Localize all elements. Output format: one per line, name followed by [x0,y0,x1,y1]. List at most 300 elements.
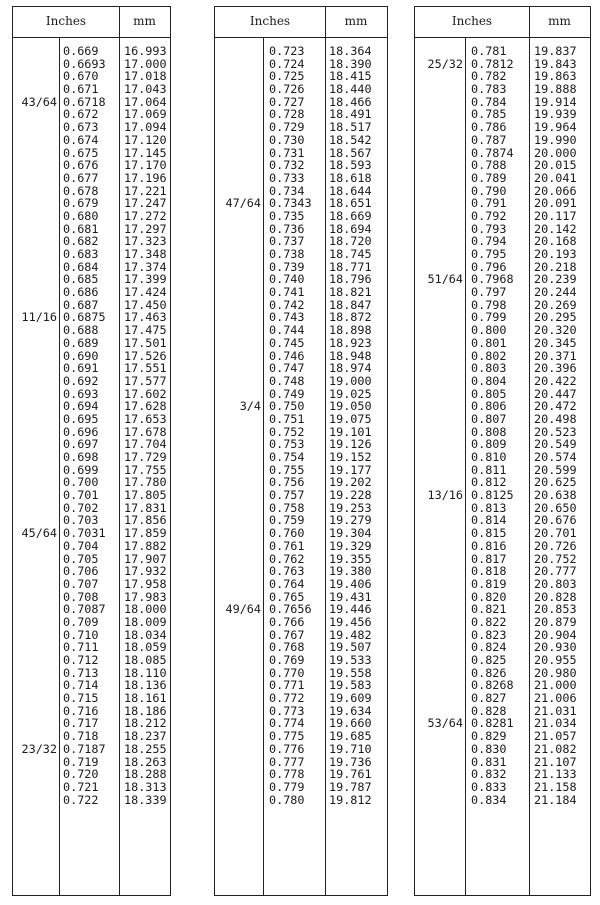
mm-cell: 20.904 [534,627,577,642]
inches-cell: 0.772 [269,691,305,706]
mm-cell: 17.424 [124,285,167,300]
table-row [13,654,170,667]
mm-cell: 19.456 [329,614,372,629]
mm-cell: 19.431 [329,589,372,604]
header-inches: Inches [249,14,291,28]
mm-cell: 18.339 [124,792,167,807]
inches-cell: 0.784 [471,94,507,109]
mm-cell: 20.752 [534,551,577,566]
mm-cell: 20.269 [534,297,577,312]
inches-cell: 0.674 [63,132,99,147]
mm-cell: 18.110 [124,665,167,680]
table-row [215,83,387,96]
inches-cell: 0.6718 [63,94,106,109]
table-row [13,45,170,58]
inches-cell: 0.693 [63,386,99,401]
header-inches: Inches [451,14,493,28]
inches-cell: 0.759 [269,513,305,528]
inches-cell: 0.705 [63,551,99,566]
inches-cell: 0.703 [63,513,99,528]
inches-cell: 0.827 [471,691,507,706]
inches-cell: 0.698 [63,450,99,464]
inches-cell: 0.800 [471,323,507,338]
inches-cell: 0.809 [471,437,507,452]
table-body [215,45,387,806]
mm-cell: 17.653 [124,411,167,426]
inches-cell: 0.832 [471,767,507,782]
table-row [215,451,387,464]
mm-cell: 20.218 [534,259,577,274]
conversion-table-2 [214,6,388,896]
inches-cell: 0.822 [471,614,507,629]
inches-cell: 0.691 [63,361,99,376]
inches-cell: 0.798 [471,297,507,312]
mm-cell: 17.463 [124,310,167,325]
inches-cell: 0.776 [269,741,305,756]
mm-cell: 19.507 [329,640,372,655]
table-row [215,375,387,388]
inches-cell: 0.669 [63,44,99,58]
inches-cell: 0.704 [63,538,99,553]
table-row [13,324,170,337]
mm-cell: 18.263 [124,754,167,769]
mm-cell: 18.720 [329,234,372,249]
mm-cell: 17.678 [124,424,167,439]
table-row [415,45,590,58]
inches-cell: 0.683 [63,247,99,261]
mm-cell: 17.780 [124,475,167,490]
mm-cell: 17.526 [124,348,167,363]
mm-cell: 21.158 [534,779,577,794]
table-row [415,730,590,743]
inches-cell: 0.810 [471,450,507,464]
table-row [215,159,387,172]
mm-cell: 17.475 [124,323,167,338]
mm-cell: 17.272 [124,208,167,223]
table-row [13,248,170,261]
mm-cell: 20.142 [534,221,577,236]
inches-cell: 0.682 [63,234,99,249]
table-row [415,159,590,172]
inches-cell: 0.751 [269,411,305,426]
mm-cell: 18.255 [124,741,167,756]
inches-cell: 0.7812 [471,56,514,71]
mm-cell: 21.082 [534,741,577,756]
inches-cell: 0.757 [269,488,305,503]
mm-cell: 18.948 [329,348,372,363]
mm-cell: 18.644 [329,183,372,198]
mm-cell: 19.609 [329,691,372,706]
mm-cell: 20.320 [534,323,577,338]
mm-cell: 19.660 [329,716,372,731]
table-row [13,794,170,807]
inches-cell: 0.7031 [63,526,106,541]
inches-cell: 0.825 [471,653,507,667]
mm-cell: 21.107 [534,754,577,769]
table-row [215,172,387,185]
conversion-table-1 [12,6,171,896]
inches-cell: 0.765 [269,589,305,604]
inches-cell: 0.768 [269,640,305,655]
mm-cell: 17.374 [124,259,167,274]
mm-cell: 18.313 [124,779,167,794]
inches-cell: 0.731 [269,145,305,160]
mm-cell: 20.244 [534,285,577,300]
inches-cell: 0.734 [269,183,305,198]
table-row [215,565,387,578]
inches-cell: 0.694 [63,399,99,414]
inches-cell: 0.815 [471,526,507,541]
mm-cell: 18.491 [329,107,372,122]
mm-cell: 18.136 [124,678,167,693]
mm-cell: 19.583 [329,678,372,693]
table-row [415,654,590,667]
inches-cell: 0.687 [63,297,99,312]
table-row [215,527,387,540]
inches-cell: 0.775 [269,729,305,744]
inches-cell: 0.697 [63,437,99,452]
mm-cell: 19.253 [329,500,372,515]
inches-cell: 0.756 [269,475,305,490]
mm-cell: 20.599 [534,462,577,477]
inches-cell: 0.820 [471,589,507,604]
inches-cell: 0.695 [63,411,99,426]
inches-cell: 0.702 [63,500,99,515]
mm-cell: 18.694 [329,221,372,236]
mm-cell: 20.168 [534,234,577,249]
table-row [13,451,170,464]
inches-cell: 0.747 [269,361,305,376]
mm-cell: 19.075 [329,411,372,426]
inches-cell: 0.725 [269,69,305,84]
inches-cell: 0.753 [269,437,305,452]
inches-cell: 0.745 [269,335,305,350]
inches-cell: 0.742 [269,297,305,312]
inches-cell: 0.6875 [63,310,106,325]
mm-cell: 18.651 [329,196,372,211]
mm-cell: 20.980 [534,665,577,680]
mm-cell: 18.034 [124,627,167,642]
inches-cell: 0.770 [269,665,305,680]
inches-cell: 0.701 [63,488,99,503]
inches-cell: 0.739 [269,259,305,274]
mm-cell: 17.221 [124,183,167,198]
mm-cell: 19.634 [329,703,372,718]
inches-cell: 0.818 [471,564,507,579]
table-row [215,654,387,667]
table-row [215,692,387,705]
inches-cell: 0.797 [471,285,507,300]
inches-cell: 0.819 [471,576,507,591]
mm-cell: 17.297 [124,221,167,236]
mm-cell: 17.551 [124,361,167,376]
inches-cell: 0.799 [471,310,507,325]
inches-cell: 0.792 [471,208,507,223]
inches-cell: 0.684 [63,259,99,274]
inches-cell: 0.709 [63,614,99,629]
mm-cell: 17.043 [124,82,167,97]
inches-cell: 0.794 [471,234,507,249]
inches-cell: 0.746 [269,348,305,363]
table-row [13,337,170,350]
inches-cell: 0.795 [471,247,507,261]
mm-cell: 17.577 [124,373,167,388]
mm-cell: 18.364 [329,44,372,58]
inches-cell: 0.712 [63,653,99,667]
mm-cell: 18.542 [329,132,372,147]
mm-cell: 19.446 [329,602,372,617]
inches-cell: 0.7343 [269,196,312,211]
inches-cell: 0.778 [269,767,305,782]
inches-cell: 0.790 [471,183,507,198]
mm-cell: 17.856 [124,513,167,528]
inches-cell: 0.717 [63,716,99,731]
inches-cell: 0.754 [269,450,305,464]
mm-cell: 18.009 [124,614,167,629]
inches-cell: 0.807 [471,411,507,426]
inches-cell: 0.762 [269,551,305,566]
mm-cell: 17.831 [124,500,167,515]
mm-cell: 20.879 [534,614,577,629]
inches-cell: 0.788 [471,158,507,173]
conversion-table-3 [414,6,591,896]
mm-cell: 18.415 [329,69,372,84]
mm-cell: 18.847 [329,297,372,312]
mm-cell: 20.015 [534,158,577,173]
mm-cell: 17.932 [124,564,167,579]
table-row [215,616,387,629]
table-header [415,7,590,38]
inches-cell: 0.796 [471,259,507,274]
inches-cell: 0.7087 [63,602,106,617]
table-row [215,248,387,261]
mm-cell: 17.907 [124,551,167,566]
table-row [415,565,590,578]
inches-cell: 0.711 [63,640,99,655]
fraction-cell: 45/64 [21,526,57,541]
inches-cell: 0.714 [63,678,99,693]
table-row [215,540,387,553]
inches-cell: 0.8125 [471,488,514,503]
inches-cell: 0.758 [269,500,305,515]
inches-cell: 0.830 [471,741,507,756]
mm-cell: 17.882 [124,538,167,553]
mm-cell: 20.549 [534,437,577,452]
fraction-cell: 3/4 [239,399,261,414]
mm-cell: 19.025 [329,386,372,401]
mm-cell: 19.761 [329,767,372,782]
inches-cell: 0.791 [471,196,507,211]
table-row [13,172,170,185]
table-row [215,489,387,502]
mm-cell: 19.888 [534,82,577,97]
inches-cell: 0.722 [63,792,99,807]
table-row [415,375,590,388]
mm-cell: 17.018 [124,69,167,84]
inches-cell: 0.811 [471,462,507,477]
inches-cell: 0.801 [471,335,507,350]
table-row [415,121,590,134]
mm-cell: 20.193 [534,247,577,261]
mm-cell: 20.117 [534,208,577,223]
inches-cell: 0.685 [63,272,99,287]
fraction-cell: 25/32 [427,56,463,71]
inches-cell: 0.696 [63,424,99,439]
table-row [215,134,387,147]
mm-cell: 18.669 [329,208,372,223]
table-row [13,489,170,502]
table-row [215,210,387,223]
table-row [13,578,170,591]
table-row [215,337,387,350]
mm-cell: 18.390 [329,56,372,71]
mm-cell: 18.821 [329,285,372,300]
mm-cell: 20.345 [534,335,577,350]
table-row [415,768,590,781]
inches-cell: 0.686 [63,285,99,300]
mm-cell: 19.736 [329,754,372,769]
table-header [215,7,387,38]
mm-cell: 20.701 [534,526,577,541]
mm-cell: 17.120 [124,132,167,147]
mm-cell: 20.853 [534,602,577,617]
inches-cell: 0.741 [269,285,305,300]
inches-cell: 0.724 [269,56,305,71]
mm-cell: 18.440 [329,82,372,97]
fraction-cell: 11/16 [21,310,57,325]
inches-cell: 0.826 [471,665,507,680]
table-row [13,83,170,96]
mm-cell: 20.447 [534,386,577,401]
mm-cell: 21.057 [534,729,577,744]
mm-cell: 19.126 [329,437,372,452]
table-row [415,616,590,629]
inches-cell: 0.699 [63,462,99,477]
inches-cell: 0.760 [269,526,305,541]
table-row [415,489,590,502]
mm-cell: 19.533 [329,653,372,667]
mm-cell: 19.304 [329,526,372,541]
inches-cell: 0.814 [471,513,507,528]
inches-cell: 0.700 [63,475,99,490]
table-row [13,286,170,299]
inches-cell: 0.806 [471,399,507,414]
inches-cell: 0.8268 [471,678,514,693]
mm-cell: 18.898 [329,323,372,338]
mm-cell: 19.812 [329,792,372,807]
mm-cell: 19.837 [534,44,577,58]
inches-cell: 0.732 [269,158,305,173]
inches-cell: 0.7656 [269,602,312,617]
inches-cell: 0.803 [471,361,507,376]
mm-cell: 17.145 [124,145,167,160]
table-row [215,45,387,58]
inches-cell: 0.720 [63,767,99,782]
fraction-cell: 43/64 [21,94,57,109]
mm-cell: 21.133 [534,767,577,782]
inches-cell: 0.780 [269,792,305,807]
inches-cell: 0.766 [269,614,305,629]
mm-cell: 19.964 [534,120,577,135]
inches-cell: 0.6693 [63,56,106,71]
mm-cell: 17.399 [124,272,167,287]
inches-cell: 0.817 [471,551,507,566]
mm-cell: 18.745 [329,247,372,261]
fraction-cell: 47/64 [225,196,261,211]
mm-cell: 19.990 [534,132,577,147]
table-row [13,121,170,134]
mm-cell: 16.993 [124,44,167,58]
inches-cell: 0.692 [63,373,99,388]
header-inches: Inches [45,14,87,28]
table-row [415,83,590,96]
mm-cell: 21.031 [534,703,577,718]
inches-cell: 0.670 [63,69,99,84]
inches-cell: 0.733 [269,170,305,185]
inches-cell: 0.716 [63,703,99,718]
table-row [415,527,590,540]
inches-cell: 0.679 [63,196,99,211]
inches-cell: 0.774 [269,716,305,731]
mm-cell: 18.466 [329,94,372,109]
fraction-cell: 23/32 [21,741,57,756]
inches-cell: 0.8281 [471,716,514,731]
inches-cell: 0.708 [63,589,99,604]
inches-cell: 0.7187 [63,741,106,756]
table-row [415,172,590,185]
mm-cell: 19.050 [329,399,372,414]
mm-cell: 21.000 [534,678,577,693]
table-row [13,527,170,540]
inches-cell: 0.726 [269,82,305,97]
mm-cell: 19.000 [329,373,372,388]
mm-cell: 19.482 [329,627,372,642]
mm-cell: 17.323 [124,234,167,249]
mm-cell: 17.805 [124,488,167,503]
inches-cell: 0.748 [269,373,305,388]
mm-cell: 18.085 [124,653,167,667]
inches-cell: 0.740 [269,272,305,287]
mm-cell: 19.329 [329,538,372,553]
mm-cell: 19.406 [329,576,372,591]
table-row [415,286,590,299]
inches-cell: 0.782 [471,69,507,84]
inches-cell: 0.713 [63,665,99,680]
mm-cell: 19.101 [329,424,372,439]
inches-cell: 0.715 [63,691,99,706]
inches-cell: 0.736 [269,221,305,236]
inches-cell: 0.675 [63,145,99,160]
table-row [415,134,590,147]
inches-cell: 0.672 [63,107,99,122]
mm-cell: 19.914 [534,94,577,109]
mm-cell: 19.863 [534,69,577,84]
inches-cell: 0.710 [63,627,99,642]
mm-cell: 20.650 [534,500,577,515]
mm-cell: 18.618 [329,170,372,185]
mm-cell: 18.288 [124,767,167,782]
inches-cell: 0.676 [63,158,99,173]
mm-cell: 17.729 [124,450,167,464]
mm-cell: 20.041 [534,170,577,185]
inches-cell: 0.681 [63,221,99,236]
inches-cell: 0.673 [63,120,99,135]
inches-cell: 0.828 [471,703,507,718]
mm-cell: 19.177 [329,462,372,477]
table-header [13,7,170,38]
table-row [215,578,387,591]
mm-cell: 18.872 [329,310,372,325]
